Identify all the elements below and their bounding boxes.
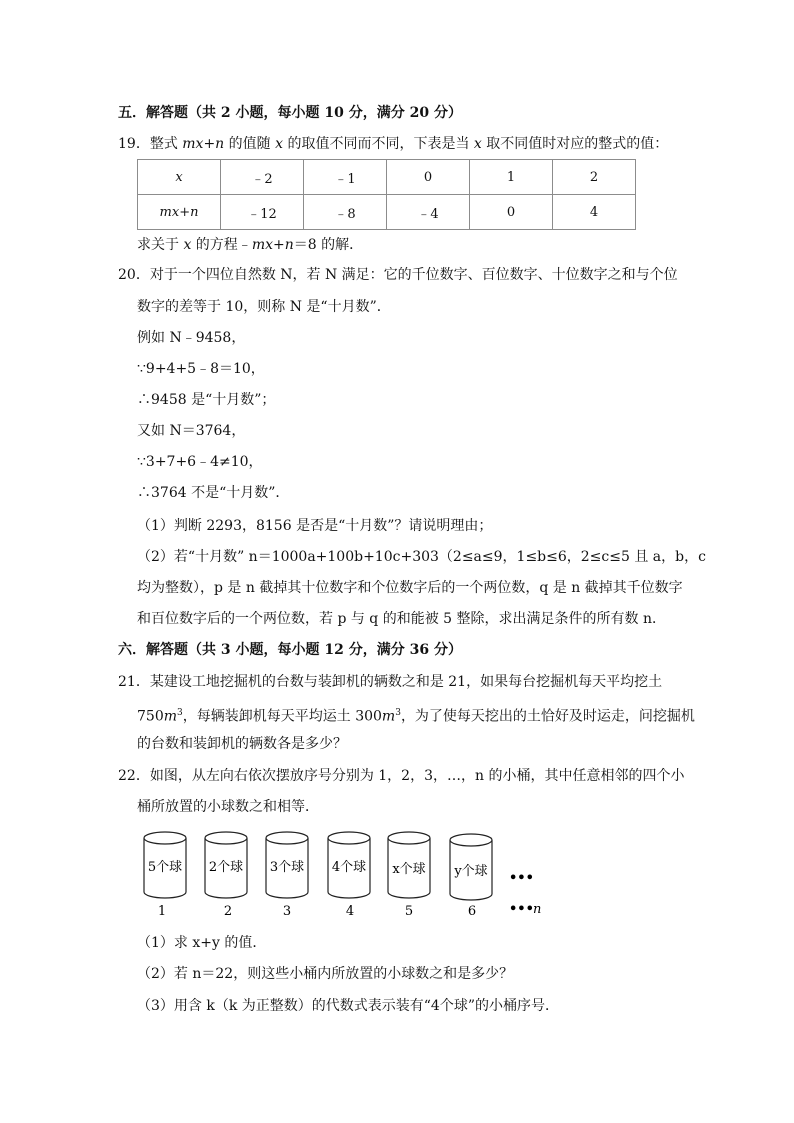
q19-stem [118, 134, 668, 154]
q22-part-2: （2）若 n＝22，则这些小桶内所放置的小球数之和是多少？ [137, 966, 514, 982]
q21-unit-m-2: m [381, 708, 396, 725]
q19-number: 19． [118, 136, 150, 152]
bucket-figure [140, 828, 560, 924]
table-row [138, 195, 636, 230]
q19-text-a: 整式 [149, 136, 183, 152]
q20-line-5: ∴9458 是“十月数”； [137, 392, 276, 408]
section-5-title: 五．解答题（共 2 小题，每小题 10 分，满分 20 分） [118, 105, 462, 121]
q20-part-1: （1）判断 2293，8156 是否是“十月数”？请说明理由； [137, 518, 493, 534]
q19-ask-b: 的方程﹣ [191, 237, 252, 253]
section-6-title: 六．解答题（共 3 小题，每小题 12 分，满分 36 分） [118, 642, 462, 658]
q19-ask-expr: mx+n [251, 237, 294, 253]
q19-x1: x [275, 136, 284, 152]
bucket-number: 1 [157, 904, 167, 919]
continuation-dots-numbers: ••• [509, 902, 534, 917]
bucket-2 [205, 832, 247, 919]
table-cell: ﹣8 [304, 195, 387, 230]
q22-part-3: （3）用含 k（k 为正整数）的代数式表示装有“4个球”的小桶序号． [137, 998, 559, 1014]
q21-unit-exp-2: 3 [395, 708, 401, 718]
table-cell: ﹣1 [304, 160, 387, 195]
bucket-number: 4 [345, 904, 355, 919]
q19-ask-x: x [183, 237, 192, 253]
bucket-number: 3 [282, 904, 292, 919]
q20-line-7: ∵3+7+6﹣4≠10， [137, 454, 263, 470]
q22-line-2: 桶所放置的小球数之和相等． [137, 799, 319, 815]
q21-text-b: ，每辆装卸机每天平均运土 300 [182, 708, 382, 725]
q20-line-3: 例如 N﹣9458， [137, 330, 246, 346]
q21-line-2 [137, 703, 695, 727]
bucket-5 [388, 832, 430, 919]
q21-unit-m: m [163, 708, 178, 725]
bucket-label: 5个球 [147, 860, 183, 875]
bucket-label: 2个球 [208, 860, 244, 875]
table-cell: 4 [553, 195, 636, 230]
bucket-4 [328, 832, 370, 919]
q22-part-1: （1）求 x+y 的值． [137, 935, 267, 951]
bucket-label: x个球 [392, 862, 426, 877]
bucket-6 [450, 834, 492, 919]
q20-part-2-line-1: （2）若“十月数” n＝1000a+100b+10c+303（2≤a≤9，1≤b≤6，2≤c≤5 且 a，b，c [137, 549, 706, 565]
q19-text-b: 的值随 [224, 136, 276, 152]
q20-line-1: 20．对于一个四位自然数 N，若 N 满足：它的千位数字、百位数字、十位数字之和与个位 [118, 267, 678, 283]
q20-part-2-line-3: 和百位数字后的一个两位数，若 p 与 q 的和能被 5 整除，求出满足条件的所有数 n． [137, 611, 666, 627]
q19-x2: x [473, 136, 482, 152]
table-cell: 2 [553, 160, 636, 195]
q20-line-6: 又如 N＝3764， [137, 423, 246, 439]
q19-question [137, 235, 363, 255]
q22-line-1: 22．如图，从左向右依次摆放序号分别为 1，2，3，…，n 的小桶，其中任意相邻的四个小 [118, 768, 685, 784]
continuation-dots: ••• [509, 871, 534, 886]
q21-value-750: 750 [137, 708, 164, 725]
table-cell: 0 [387, 160, 470, 195]
q19-text-c: 的取值不同而不同，下表是当 [283, 136, 474, 152]
table-cell: 0 [470, 195, 553, 230]
q19-value-table [137, 159, 636, 230]
q21-unit-exp: 3 [177, 708, 183, 718]
bucket-3 [266, 832, 308, 919]
table-cell: 1 [470, 160, 553, 195]
q20-line-8: ∴3764 不是“十月数”． [137, 485, 290, 501]
table-row-head-x: x [138, 160, 221, 195]
q20-part-2-line-2: 均为整数），p 是 n 截掉其十位数字和个位数字后的一个两位数，q 是 n 截掉其千位数字 [137, 580, 683, 596]
table-cell: ﹣4 [387, 195, 470, 230]
q19-ask-a: 求关于 [137, 237, 184, 253]
bucket-label: 4个球 [331, 860, 367, 875]
bucket-number: 6 [467, 904, 477, 919]
q20-line-4: ∵9+4+5﹣8＝10， [137, 361, 265, 377]
q19-expr: mx+n [182, 136, 225, 152]
table-row [138, 160, 636, 195]
table-row-head-expr: mx+n [138, 195, 221, 230]
q20-line-2: 数字的差等于 10，则称 N 是“十月数”． [137, 299, 391, 315]
q21-text-c: ，为了使每天挖出的土恰好及时运走，问挖掘机 [400, 708, 695, 725]
bucket-number: 5 [404, 904, 414, 919]
q21-line-3: 的台数和装卸机的辆数各是多少？ [137, 736, 347, 752]
q19-text-d: 取不同值时对应的整式的值： [481, 136, 669, 152]
table-cell: ﹣12 [221, 195, 304, 230]
table-cell: ﹣2 [221, 160, 304, 195]
q19-ask-c: ＝8 的解． [293, 237, 364, 253]
bucket-n-label: n [533, 902, 542, 917]
bucket-number: 2 [223, 904, 233, 919]
bucket-label: y个球 [454, 864, 488, 879]
bucket-label: 3个球 [269, 860, 305, 875]
q21-line-1: 21．某建设工地挖掘机的台数与装卸机的辆数之和是 21，如果每台挖掘机每天平均挖土 [118, 674, 663, 690]
bucket-1 [144, 832, 186, 919]
